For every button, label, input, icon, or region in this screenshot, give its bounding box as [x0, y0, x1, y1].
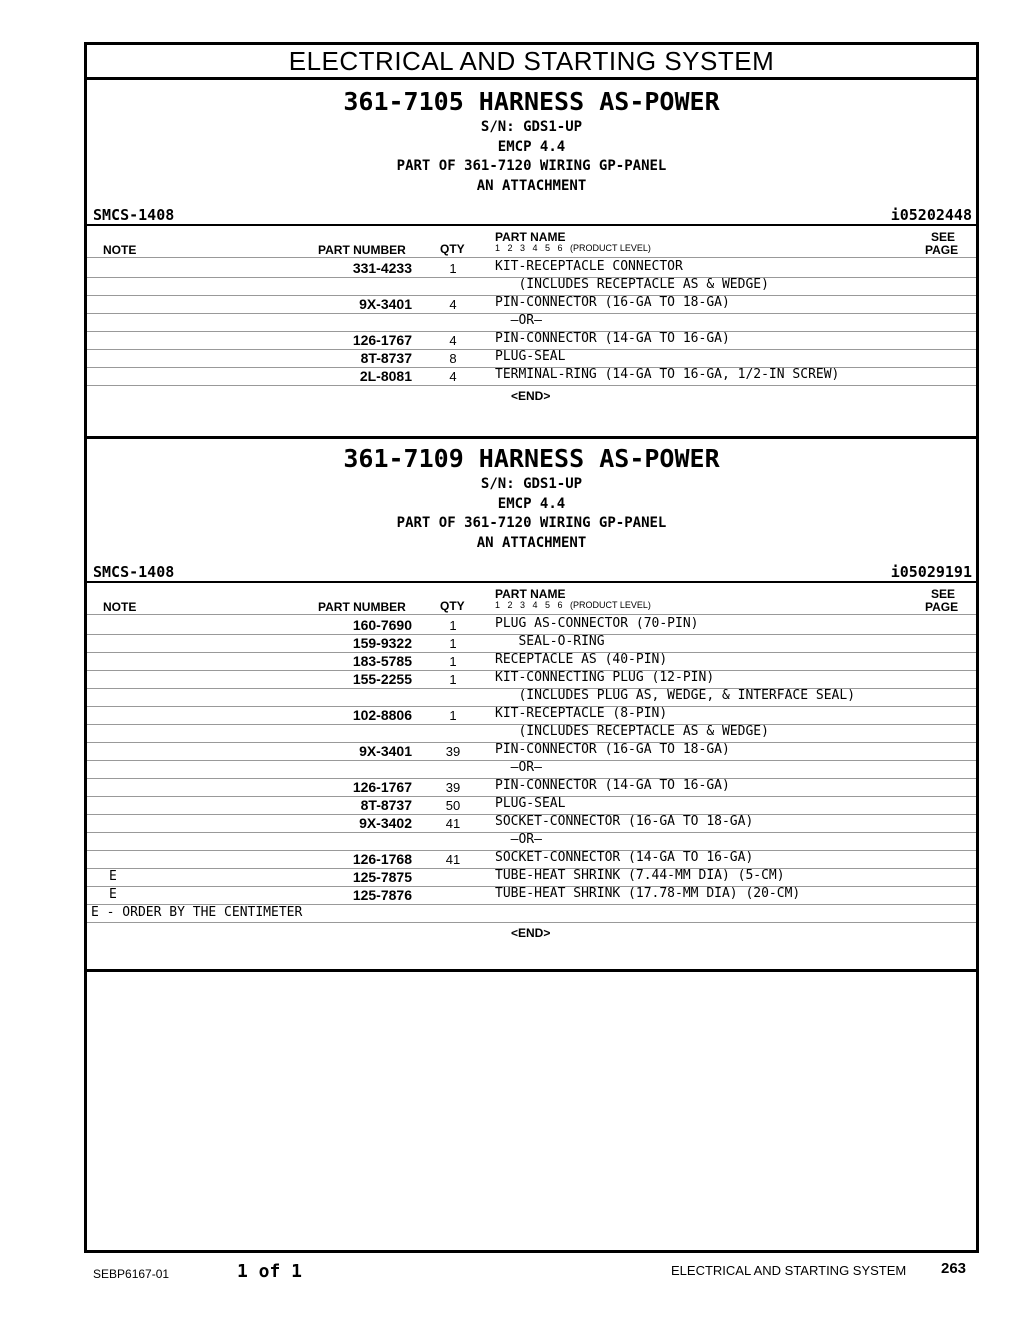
part-of-label: PART OF 361-7120 WIRING GP-PANEL [396, 158, 667, 174]
table-row [87, 814, 976, 832]
table-row [87, 832, 976, 850]
part-name-cell: PIN-CONNECTOR (16-GA TO 18-GA) [495, 742, 730, 757]
col-part-number: PART NUMBER [318, 600, 406, 614]
table-row [87, 724, 976, 742]
qty-cell: 39 [445, 744, 461, 759]
model-label: EMCP 4.4 [497, 139, 566, 155]
table-row [87, 760, 976, 778]
qty-cell: 8 [449, 351, 457, 366]
qty-cell: 1 [449, 708, 457, 723]
section-title: 361-7105 HARNESS AS-POWER [343, 87, 720, 116]
part-number-cell: 126-1768 [352, 851, 412, 867]
part-number-cell: 159-9322 [352, 635, 412, 651]
col-see: SEE [931, 230, 956, 244]
table-row [87, 886, 976, 904]
footer-section-name: ELECTRICAL AND STARTING SYSTEM [671, 1263, 907, 1278]
product-level: 1 2 3 4 5 6 (PRODUCT LEVEL) [495, 243, 651, 253]
part-number-cell: 126-1767 [352, 779, 412, 795]
part-name-cell: (INCLUDES RECEPTACLE AS & WEDGE) [495, 277, 769, 292]
table-row [87, 616, 976, 634]
note-cell: E [109, 887, 117, 902]
qty-cell: 1 [449, 636, 457, 651]
part-name-cell: RECEPTACLE AS (40-PIN) [495, 652, 668, 667]
illustration-id: i05029191 [890, 563, 972, 581]
qty-cell: 41 [445, 816, 461, 831]
qty-cell: 39 [445, 780, 461, 795]
qty-cell: 41 [445, 852, 461, 867]
smcs-code: SMCS-1408 [93, 563, 175, 581]
col-part-number: PART NUMBER [318, 243, 406, 257]
qty-cell: 4 [449, 369, 457, 384]
column-rule [87, 257, 976, 258]
part-number-cell: 125-7876 [352, 887, 412, 903]
part-name-cell: SEAL-O-RING [495, 634, 605, 649]
table-row [87, 670, 976, 688]
qty-cell: 4 [449, 297, 457, 312]
qty-cell: 1 [449, 261, 457, 276]
part-name-cell: SOCKET-CONNECTOR (14-GA TO 16-GA) [495, 850, 754, 865]
parts-section [87, 436, 976, 969]
part-number-cell: 8T-8737 [360, 350, 412, 366]
part-number-cell: 8T-8737 [360, 797, 412, 813]
part-name-cell: PIN-CONNECTOR (14-GA TO 16-GA) [495, 778, 730, 793]
end-marker: <END> [511, 389, 551, 403]
attachment-label: AN ATTACHMENT [476, 535, 587, 551]
section-divider [87, 969, 976, 972]
model-label: EMCP 4.4 [497, 496, 566, 512]
part-number-cell: 9X-3401 [359, 296, 412, 312]
serial-number: S/N: GDS1-UP [480, 476, 583, 492]
part-number-cell: 102-8806 [352, 707, 412, 723]
table-row [87, 259, 976, 277]
note-cell: E [109, 869, 117, 884]
footer-page-number: 263 [941, 1260, 967, 1277]
product-level: 1 2 3 4 5 6 (PRODUCT LEVEL) [495, 600, 651, 610]
part-of-label: PART OF 361-7120 WIRING GP-PANEL [396, 515, 667, 531]
part-number-cell: 331-4233 [352, 260, 412, 276]
table-row [87, 850, 976, 868]
table-row [87, 688, 976, 706]
part-name-cell: —OR— [495, 760, 542, 775]
col-see: SEE [931, 587, 956, 601]
part-number-cell: 126-1767 [352, 332, 412, 348]
end-marker: <END> [511, 926, 551, 940]
qty-cell: 1 [449, 672, 457, 687]
col-qty: QTY [440, 242, 465, 256]
table-row [87, 349, 976, 367]
part-number-cell: 125-7875 [352, 869, 412, 885]
part-number-cell: 9X-3401 [359, 743, 412, 759]
page-title: ELECTRICAL AND STARTING SYSTEM [87, 45, 976, 80]
table-row [87, 652, 976, 670]
smcs-code: SMCS-1408 [93, 206, 175, 224]
part-name-cell: SOCKET-CONNECTOR (16-GA TO 18-GA) [495, 814, 754, 829]
part-name-cell: PLUG-SEAL [495, 349, 566, 364]
parts-section [87, 79, 976, 436]
footnote: E - ORDER BY THE CENTIMETER [91, 905, 303, 920]
page-frame [84, 42, 979, 1253]
part-name-cell: TUBE-HEAT SHRINK (7.44-MM DIA) (5-CM) [495, 868, 785, 883]
table-row [87, 367, 976, 385]
table-row [87, 706, 976, 724]
serial-number: S/N: GDS1-UP [480, 119, 583, 135]
footer-doc-id: SEBP6167-01 [93, 1267, 170, 1281]
part-name-cell: TERMINAL-RING (14-GA TO 16-GA, 1/2-IN SCREW) [495, 367, 840, 382]
part-name-cell: KIT-CONNECTING PLUG (12-PIN) [495, 670, 715, 685]
header-rule [87, 224, 976, 226]
table-row [87, 331, 976, 349]
row-rule [87, 385, 976, 386]
table-row [87, 796, 976, 814]
part-name-cell: PIN-CONNECTOR (14-GA TO 16-GA) [495, 331, 730, 346]
footer-page-of: 1 of 1 [237, 1261, 303, 1282]
part-name-cell: PLUG AS-CONNECTOR (70-PIN) [495, 616, 699, 631]
row-rule [87, 922, 976, 923]
part-name-cell: PIN-CONNECTOR (16-GA TO 18-GA) [495, 295, 730, 310]
col-note: NOTE [103, 243, 137, 257]
part-name-cell: KIT-RECEPTACLE (8-PIN) [495, 706, 668, 721]
table-row [87, 634, 976, 652]
part-number-cell: 155-2255 [352, 671, 412, 687]
part-name-cell: (INCLUDES RECEPTACLE AS & WEDGE) [495, 724, 769, 739]
part-number-cell: 2L-8081 [359, 368, 412, 384]
col-page: PAGE [925, 243, 959, 257]
header-rule [87, 581, 976, 583]
col-note: NOTE [103, 600, 137, 614]
part-name-cell: PLUG-SEAL [495, 796, 566, 811]
col-part-name: PART NAME [495, 230, 566, 244]
part-name-cell: (INCLUDES PLUG AS, WEDGE, & INTERFACE SEAL) [495, 688, 856, 703]
table-row [87, 778, 976, 796]
part-number-cell: 183-5785 [352, 653, 412, 669]
part-name-cell: —OR— [495, 832, 542, 847]
part-name-cell: TUBE-HEAT SHRINK (17.78-MM DIA) (20-CM) [495, 886, 801, 901]
table-row [87, 313, 976, 331]
section-title: 361-7109 HARNESS AS-POWER [343, 444, 720, 473]
col-qty: QTY [440, 599, 465, 613]
qty-cell: 50 [445, 798, 461, 813]
table-row [87, 742, 976, 760]
qty-cell: 4 [449, 333, 457, 348]
part-name-cell: KIT-RECEPTACLE CONNECTOR [495, 259, 683, 274]
part-number-cell: 9X-3402 [359, 815, 412, 831]
col-part-name: PART NAME [495, 587, 566, 601]
qty-cell: 1 [449, 654, 457, 669]
attachment-label: AN ATTACHMENT [476, 178, 587, 194]
col-page: PAGE [925, 600, 959, 614]
part-number-cell: 160-7690 [352, 617, 412, 633]
table-row [87, 277, 976, 295]
table-row [87, 295, 976, 313]
table-row [87, 868, 976, 886]
column-rule [87, 614, 976, 615]
illustration-id: i05202448 [890, 206, 972, 224]
qty-cell: 1 [449, 618, 457, 633]
part-name-cell: —OR— [495, 313, 542, 328]
